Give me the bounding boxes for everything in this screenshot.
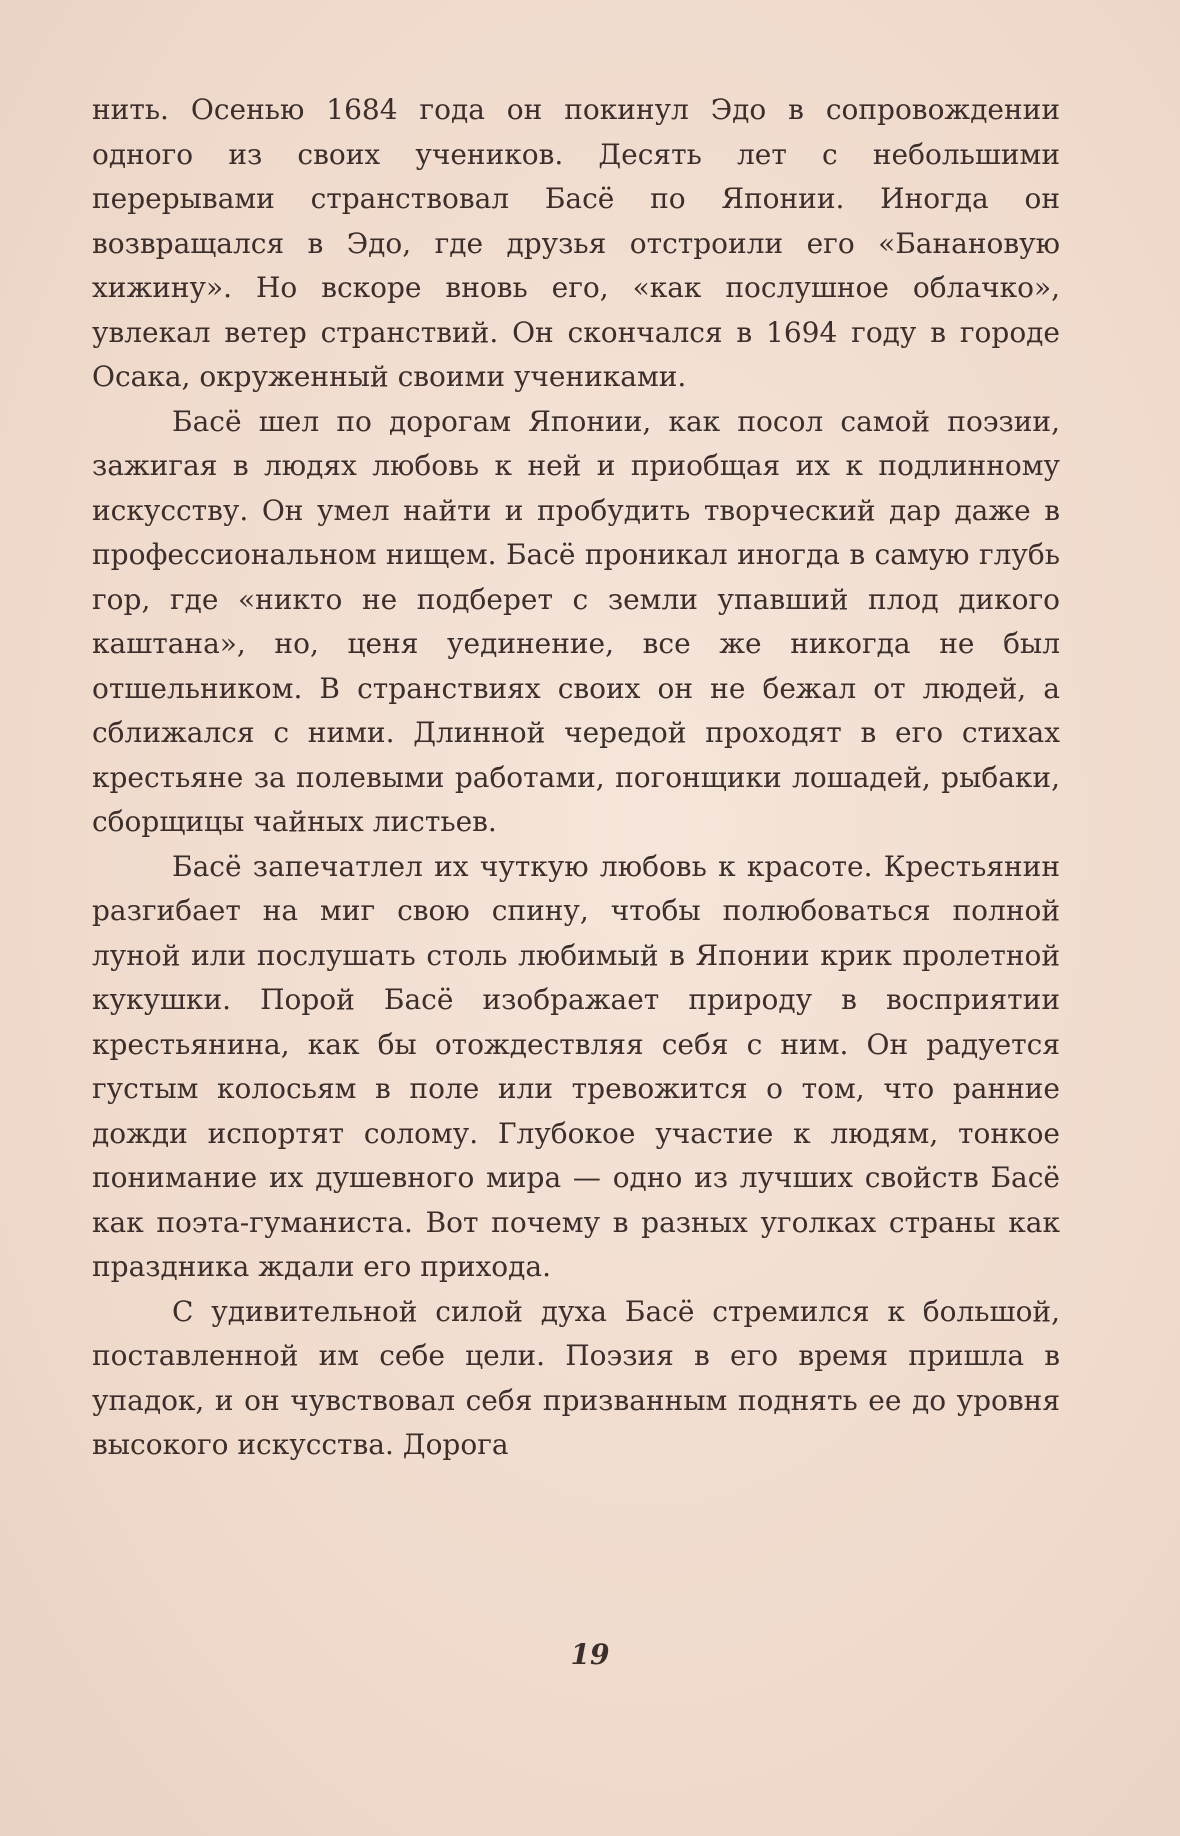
page-number: 19 <box>570 1638 610 1671</box>
page-text <box>92 88 1060 1468</box>
paragraph-4: С удивительной силой духа Басё стремился к большой, поставленной им себе цели. Поэзия в его время пришла в упадок, и он чувствовал себя призванным поднять ее до уровня высокого искусства. Дорога <box>92 1294 1060 1461</box>
paragraph-3: Басё запечатлел их чуткую любовь к красоте. Крестьянин разгибает на миг свою спину, чтобы полюбоваться полной луной или послушать столь любимый в Японии крик пролетной кукушки. Порой Басё изображает природу в восприятии крестьянина, как бы отождествляя себя с ним. Он радуется густым колосьям в поле или тревожится о том, что ранние дожди испортят солому. Глубокое участие к людям, тонкое понимание их душевного мира — одно из лучших свойств Басё как поэта-гуманиста. Вот почему в разных уголках страны как праздника ждали его прихода. <box>92 849 1060 1283</box>
paragraph-2: Басё шел по дорогам Японии, как посол самой поэзии, зажигая в людях любовь к ней и приобщая их к подлинному искусству. Он умел найти и пробудить творческий дар даже в профессиональном нищем. Басё проникал иногда в самую глубь гор, где «никто не подберет с земли упавший плод дикого каштана», но, ценя уединение, все же никогда не был отшельником. В странствиях своих он не бежал от людей, а сближался с ними. Длинной чередой проходят в его стихах крестьяне за полевыми работами, погонщики лошадей, рыбаки, сборщицы чайных листьев. <box>92 404 1060 838</box>
paragraph-1: нить. Осенью 1684 года он покинул Эдо в сопровождении одного из своих учеников. Десять лет с небольшими перерывами странствовал Басё по Японии. Иногда он возвращался в Эдо, где друзья отстроили его «Банановую хижину». Но вскоре вновь его, «как послушное облачко», увлекал ветер странствий. Он скончался в 1694 году в городе Осака, окруженный своими учениками. <box>92 93 1060 393</box>
